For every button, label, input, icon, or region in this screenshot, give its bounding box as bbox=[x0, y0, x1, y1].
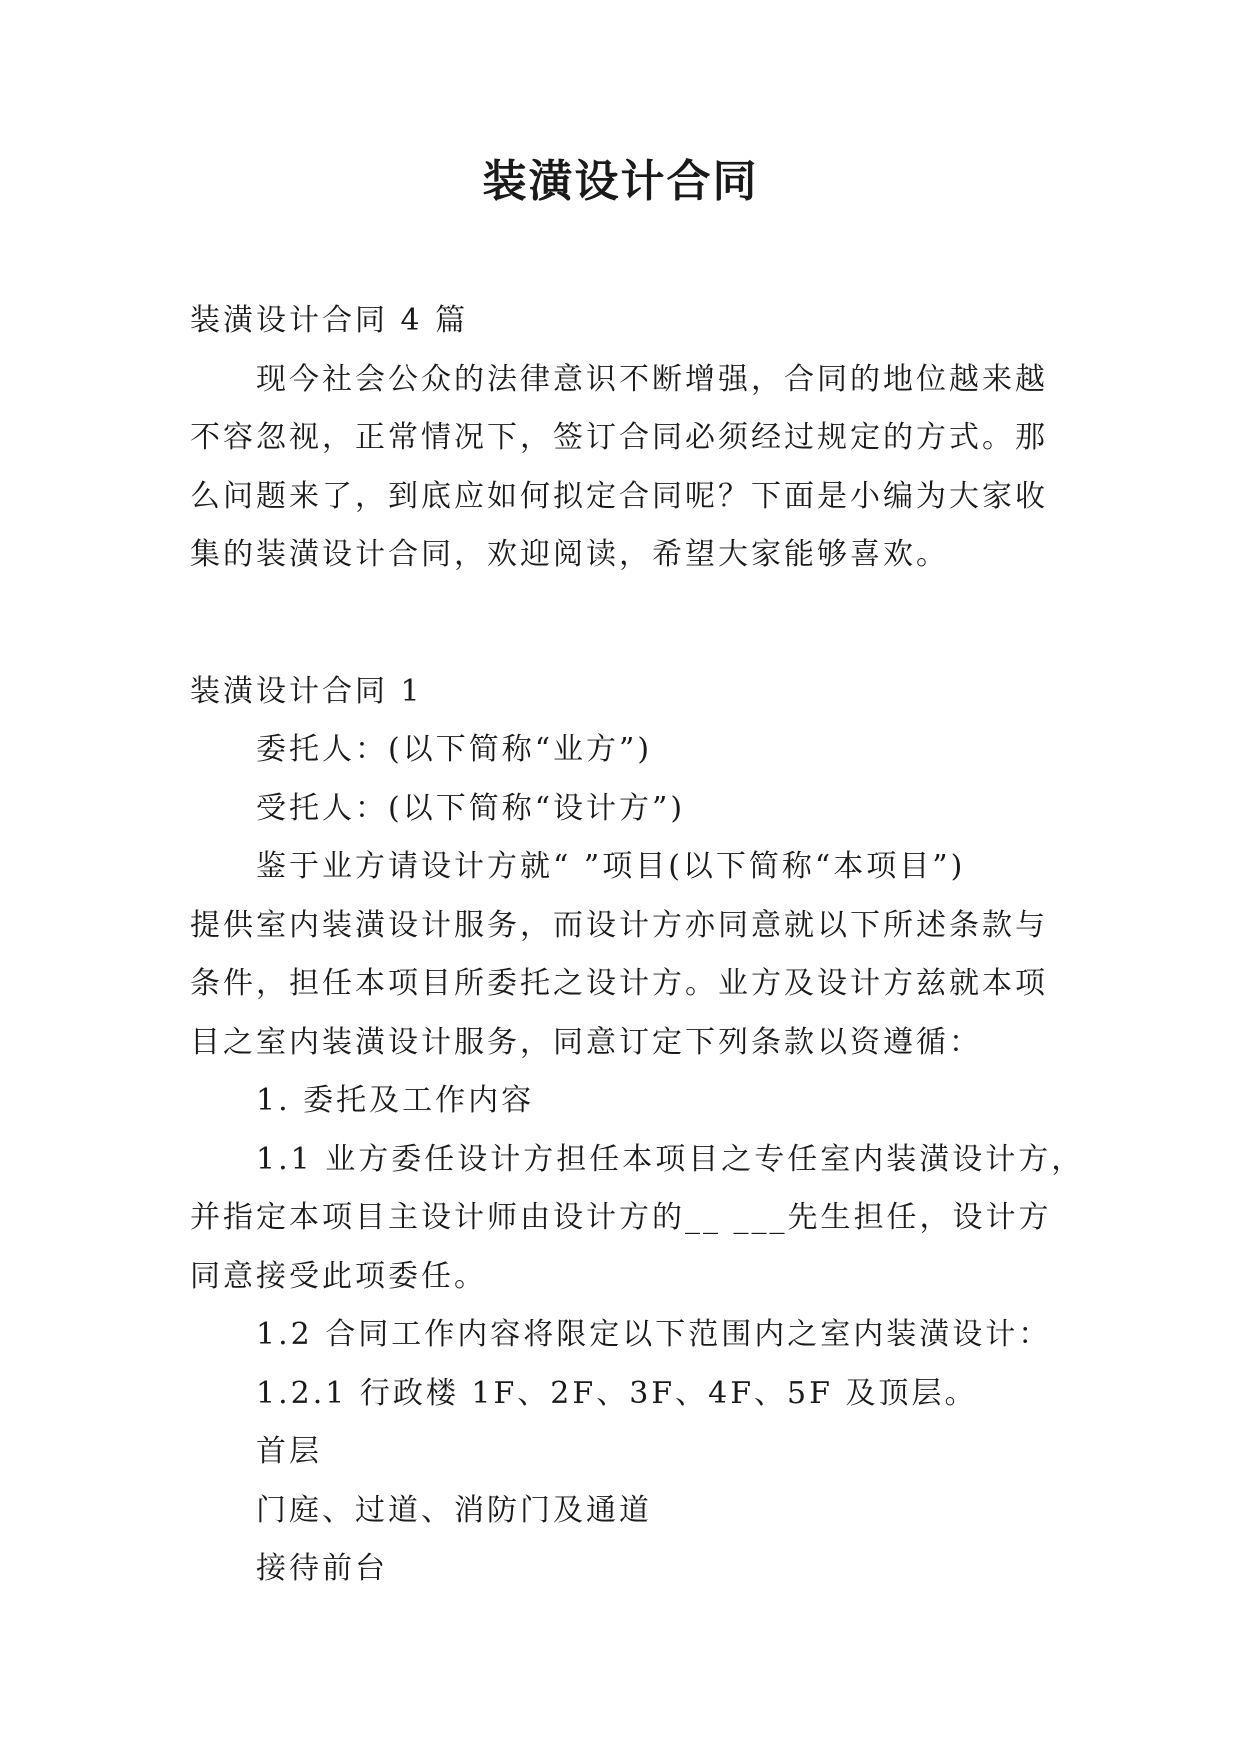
intro-line: 么问题来了，到底应如何拟定合同呢？下面是小编为大家收 bbox=[190, 478, 1048, 514]
clause-item-1: 1. 委托及工作内容 bbox=[256, 1083, 535, 1118]
clause-item-1-1-line: 1.1 业方委任设计方担任本项目之专任室内装潢设计方， bbox=[256, 1141, 1085, 1177]
clause-item-1-1-line: 并指定本项目主设计师由设计方的__ ___先生担任，设计方 bbox=[190, 1200, 1052, 1235]
intro-line: 现今社会公众的法律意识不断增强，合同的地位越来越 bbox=[256, 361, 1048, 397]
recital-line: 鉴于业方请设计方就“ ”项目(以下简称“本项目”) bbox=[256, 849, 966, 884]
document-subtitle: 装潢设计合同 4 篇 bbox=[190, 303, 469, 338]
document-body bbox=[190, 292, 1085, 1599]
recital-line: 目之室内装潢设计服务，同意订定下列条款以资遵循： bbox=[190, 1024, 982, 1060]
list-item: 首层 bbox=[256, 1434, 322, 1469]
spacer bbox=[190, 585, 1060, 663]
document-title: 装潢设计合同 bbox=[482, 156, 759, 207]
clause-item-1-2-1: 1.2.1 行政楼 1F、2F、3F、4F、5F 及顶层。 bbox=[256, 1375, 978, 1411]
intro-line: 不容忽视，正常情况下，签订合同必须经过规定的方式。那 bbox=[190, 420, 1048, 455]
intro-line: 集的装潢设计合同，欢迎阅读，希望大家能够喜欢。 bbox=[190, 537, 949, 572]
clause-item-1-2: 1.2 合同工作内容将限定以下范围内之室内装潢设计： bbox=[256, 1317, 1052, 1352]
recital-line: 提供室内装潢设计服务，而设计方亦同意就以下所述条款与 bbox=[190, 907, 1048, 943]
list-item: 接待前台 bbox=[256, 1551, 388, 1586]
section-heading: 装潢设计合同 1 bbox=[190, 673, 423, 709]
clause-contractor: 受托人：(以下简称“设计方”) bbox=[256, 790, 686, 826]
recital-line: 条件，担任本项目所委托之设计方。业方及设计方兹就本项 bbox=[190, 966, 1048, 1001]
clause-client: 委托人：(以下简称“业方”) bbox=[256, 732, 653, 767]
clause-item-1-1-line: 同意接受此项委任。 bbox=[190, 1258, 487, 1294]
list-item: 门庭、过道、消防门及通道 bbox=[256, 1492, 652, 1528]
